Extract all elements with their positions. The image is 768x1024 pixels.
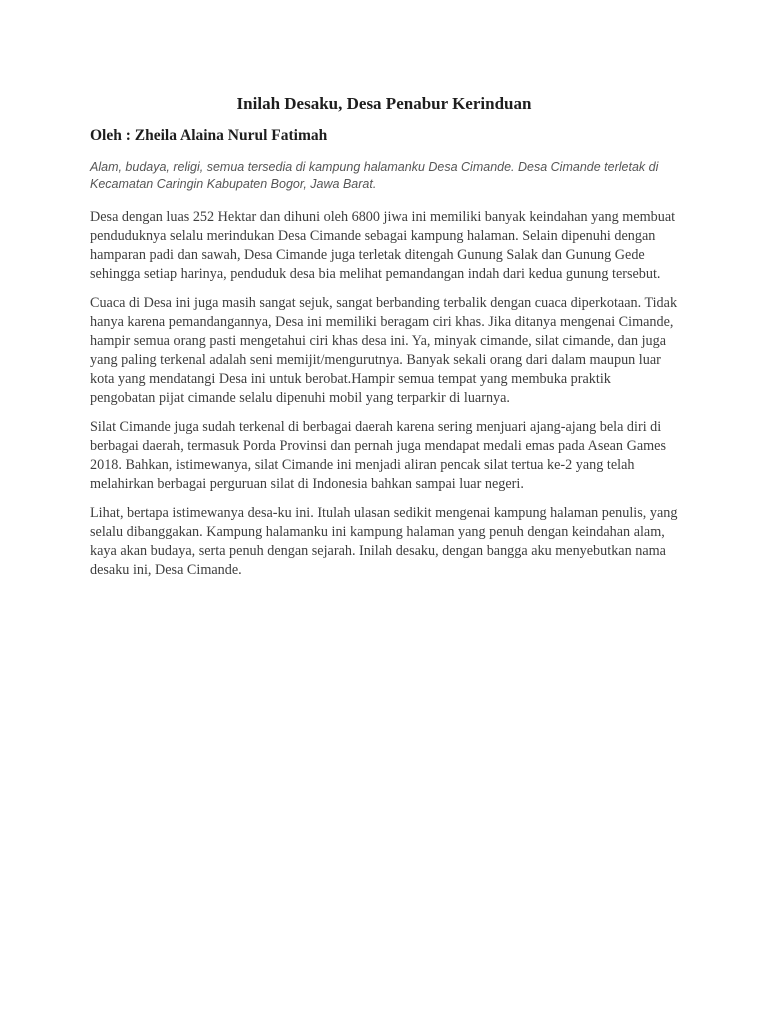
author-line: Oleh : Zheila Alaina Nurul Fatimah (90, 127, 328, 144)
document-page (90, 94, 678, 590)
body-paragraph-4: Lihat, bertapa istimewanya desa-ku ini. Itulah ulasan sedikit mengenai kampung halaman penulis, yang selalu dibanggakan. Kampung halamanku ini kampung halaman yang penuh dengan keindahan alam, kaya akan budaya, serta penuh dengan sejarah. Inilah desaku, dengan bangga aku menyebutkan nama desaku ini, Desa Cimande. (90, 505, 678, 578)
body-paragraph-1: Desa dengan luas 252 Hektar dan dihuni oleh 6800 jiwa ini memiliki banyak keindahan yang membuat penduduknya selalu merindukan Desa Cimande sebagai kampung halaman. Selain dipenuhi dengan hamparan padi dan sawah, Desa Cimande juga terletak ditengah Gunung Salak dan Gunung Gede sehingga setiap harinya, penduduk desa bia melihat pemandangan indah dari kedua gunung tersebut. (90, 209, 676, 282)
body-paragraph-3: Silat Cimande juga sudah terkenal di berbagai daerah karena sering menjuari ajang-ajang bela diri di berbagai daerah, termasuk Porda Provinsi dan pernah juga mendapat medali emas pada Asean Games 2018. Bahkan, istimewanya, silat Cimande ini menjadi aliran pencak silat tertua ke-2 yang telah melahirkan berbagai perguruan silat di Indonesia bahkan sampai luar negeri. (90, 419, 666, 492)
body-paragraph-2: Cuaca di Desa ini juga masih sangat sejuk, sangat berbanding terbalik dengan cuaca diperkotaan. Tidak hanya karena pemandangannya, Desa ini memiliki beragam ciri khas. Jika ditanya mengenai Cimande, hampir semua orang pasti mengetahui ciri khas desa ini. Ya, minyak cimande, silat cimande, dan juga yang paling terkenal adalah seni memijit/mengurutnya. Banyak sekali orang dari dalam maupun luar kota yang mendatangi Desa ini untuk berobat.Hampir semua tempat yang membuka praktik pengobatan pijat cimande selalu dipenuhi mobil yang terparkir di luarnya. (90, 295, 678, 406)
document-title: Inilah Desaku, Desa Penabur Kerinduan (236, 94, 532, 113)
abstract-text: Alam, budaya, religi, semua tersedia di kampung halamanku Desa Cimande. Desa Cimande terletak di Kecamatan Caringin Kabupaten Bogor, Jawa Barat. (90, 160, 659, 191)
